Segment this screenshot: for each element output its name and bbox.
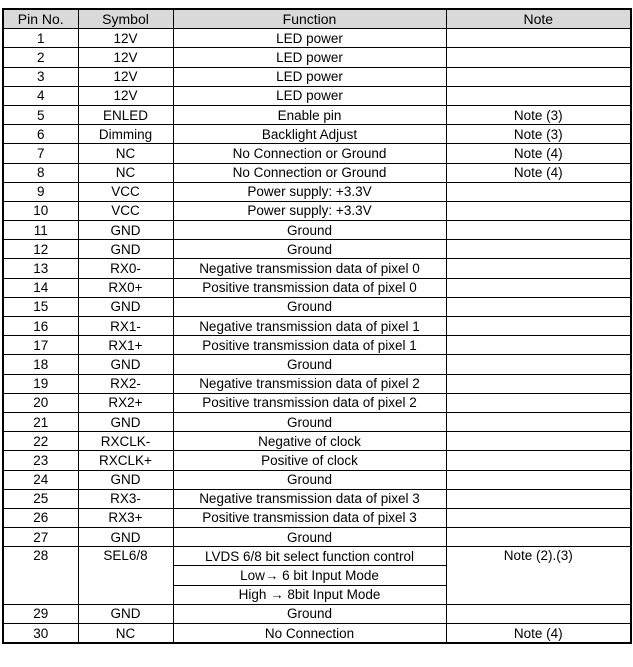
table-row — [3, 182, 631, 201]
header-symbol: Symbol — [78, 9, 173, 29]
note-cell — [446, 86, 631, 105]
table-row — [3, 355, 631, 374]
table-row — [3, 470, 631, 489]
table-row — [3, 528, 631, 547]
pin-number-cell: 29 — [3, 604, 78, 623]
pin-number-cell: 8 — [3, 163, 78, 182]
pin-number-cell: 13 — [3, 259, 78, 278]
function-cell: Ground — [173, 470, 446, 489]
symbol-cell: GND — [78, 297, 173, 316]
symbol-cell: NC — [78, 163, 173, 182]
note-cell — [446, 317, 631, 336]
symbol-cell: Dimming — [78, 125, 173, 144]
pin-number-cell: 19 — [3, 374, 78, 393]
symbol-cell: 12V — [78, 67, 173, 86]
pin-number-cell: 21 — [3, 412, 78, 431]
note-cell: Note (4) — [446, 163, 631, 182]
function-cell: Negative of clock — [173, 432, 446, 451]
function-cell: LED power — [173, 48, 446, 67]
pin-number-cell: 14 — [3, 278, 78, 297]
symbol-cell: GND — [78, 528, 173, 547]
symbol-cell: RX0+ — [78, 278, 173, 297]
function-cell: Ground — [173, 412, 446, 431]
table-row — [3, 163, 631, 182]
pin-number-cell: 27 — [3, 528, 78, 547]
symbol-cell: RX2+ — [78, 393, 173, 412]
table-row — [3, 240, 631, 259]
pin-number-cell: 18 — [3, 355, 78, 374]
pin-number-cell: 4 — [3, 86, 78, 105]
symbol-cell: SEL6/8 — [78, 547, 173, 605]
table-header-row — [3, 9, 631, 29]
function-cell: Positive transmission data of pixel 2 — [173, 393, 446, 412]
pin-number-cell: 16 — [3, 317, 78, 336]
symbol-cell: GND — [78, 604, 173, 623]
pin-number-cell: 24 — [3, 470, 78, 489]
table-row — [3, 374, 631, 393]
note-cell — [446, 240, 631, 259]
note-cell — [446, 432, 631, 451]
note-cell — [446, 604, 631, 623]
pin-number-cell: 12 — [3, 240, 78, 259]
table-row — [3, 278, 631, 297]
symbol-cell: 12V — [78, 48, 173, 67]
function-cell: Positive transmission data of pixel 1 — [173, 336, 446, 355]
note-cell — [446, 67, 631, 86]
function-cell: Positive transmission data of pixel 0 — [173, 278, 446, 297]
symbol-cell: GND — [78, 470, 173, 489]
note-cell: Note (3) — [446, 105, 631, 124]
symbol-cell: GND — [78, 412, 173, 431]
note-cell — [446, 470, 631, 489]
table-row — [3, 259, 631, 278]
symbol-cell: RXCLK- — [78, 432, 173, 451]
table-row — [3, 604, 631, 623]
note-cell: Note (4) — [446, 624, 631, 644]
pin-number-cell: 6 — [3, 125, 78, 144]
function-cell: Negative transmission data of pixel 3 — [173, 489, 446, 508]
table-row — [3, 105, 631, 124]
function-cell: Ground — [173, 604, 446, 623]
note-cell — [446, 355, 631, 374]
function-cell: Backlight Adjust — [173, 125, 446, 144]
pin-number-cell: 10 — [3, 201, 78, 220]
note-cell — [446, 221, 631, 240]
table-row — [3, 624, 631, 644]
pin-number-cell: 9 — [3, 182, 78, 201]
pin-number-cell: 15 — [3, 297, 78, 316]
pin-number-cell: 23 — [3, 451, 78, 470]
table-row — [3, 125, 631, 144]
table-body — [3, 29, 631, 644]
table-row — [3, 29, 631, 48]
note-cell — [446, 508, 631, 527]
table-row — [3, 451, 631, 470]
note-cell — [446, 278, 631, 297]
function-cell: Ground — [173, 297, 446, 316]
pin-number-cell: 28 — [3, 547, 78, 605]
table-row — [3, 412, 631, 431]
note-cell: Note (4) — [446, 144, 631, 163]
note-cell — [446, 336, 631, 355]
symbol-cell: GND — [78, 240, 173, 259]
note-cell: Note (3) — [446, 125, 631, 144]
table-row — [3, 201, 631, 220]
pin-number-cell: 7 — [3, 144, 78, 163]
function-cell: LVDS 6/8 bit select function control — [173, 547, 446, 566]
table-row — [3, 547, 631, 566]
function-cell: Negative transmission data of pixel 2 — [173, 374, 446, 393]
note-cell — [446, 48, 631, 67]
pin-number-cell: 5 — [3, 105, 78, 124]
table-row — [3, 336, 631, 355]
pin-assignment-table — [2, 8, 632, 644]
function-cell: Positive of clock — [173, 451, 446, 470]
table-row — [3, 86, 631, 105]
function-cell: No Connection or Ground — [173, 163, 446, 182]
table-row — [3, 317, 631, 336]
header-note: Note — [446, 9, 631, 29]
pin-number-cell: 30 — [3, 624, 78, 644]
note-cell — [446, 528, 631, 547]
function-cell: Positive transmission data of pixel 3 — [173, 508, 446, 527]
pin-number-cell: 20 — [3, 393, 78, 412]
symbol-cell: 12V — [78, 86, 173, 105]
table-row — [3, 432, 631, 451]
symbol-cell: RX1- — [78, 317, 173, 336]
symbol-cell: RX3- — [78, 489, 173, 508]
function-cell: No Connection — [173, 624, 446, 644]
pin-number-cell: 25 — [3, 489, 78, 508]
function-cell: Ground — [173, 528, 446, 547]
pin-number-cell: 11 — [3, 221, 78, 240]
function-cell: Ground — [173, 240, 446, 259]
table-row — [3, 221, 631, 240]
note-cell — [446, 29, 631, 48]
function-cell: Power supply: +3.3V — [173, 182, 446, 201]
symbol-cell: ENLED — [78, 105, 173, 124]
table-row — [3, 144, 631, 163]
pin-number-cell: 17 — [3, 336, 78, 355]
note-cell — [446, 374, 631, 393]
note-cell: Note (2).(3) — [446, 547, 631, 605]
function-cell: No Connection or Ground — [173, 144, 446, 163]
header-function: Function — [173, 9, 446, 29]
note-cell — [446, 451, 631, 470]
symbol-cell: RX1+ — [78, 336, 173, 355]
function-cell: High → 8bit Input Mode — [173, 585, 446, 604]
pin-number-cell: 2 — [3, 48, 78, 67]
symbol-cell: GND — [78, 221, 173, 240]
function-cell: Low→ 6 bit Input Mode — [173, 566, 446, 585]
function-cell: Ground — [173, 355, 446, 374]
function-cell: LED power — [173, 67, 446, 86]
note-cell — [446, 412, 631, 431]
function-cell: LED power — [173, 86, 446, 105]
table-row — [3, 48, 631, 67]
symbol-cell: RX2- — [78, 374, 173, 393]
table-row — [3, 489, 631, 508]
symbol-cell: GND — [78, 355, 173, 374]
function-cell: Negative transmission data of pixel 1 — [173, 317, 446, 336]
symbol-cell: RX0- — [78, 259, 173, 278]
note-cell — [446, 393, 631, 412]
pin-number-cell: 22 — [3, 432, 78, 451]
table-row — [3, 297, 631, 316]
symbol-cell: RX3+ — [78, 508, 173, 527]
note-cell — [446, 182, 631, 201]
symbol-cell: RXCLK+ — [78, 451, 173, 470]
function-cell: LED power — [173, 29, 446, 48]
pin-number-cell: 1 — [3, 29, 78, 48]
table-row — [3, 393, 631, 412]
note-cell — [446, 297, 631, 316]
symbol-cell: NC — [78, 624, 173, 644]
table-row — [3, 508, 631, 527]
note-cell — [446, 201, 631, 220]
pin-number-cell: 3 — [3, 67, 78, 86]
symbol-cell: 12V — [78, 29, 173, 48]
function-cell: Ground — [173, 221, 446, 240]
note-cell — [446, 259, 631, 278]
symbol-cell: VCC — [78, 201, 173, 220]
table-row — [3, 67, 631, 86]
function-cell: Power supply: +3.3V — [173, 201, 446, 220]
function-cell: Negative transmission data of pixel 0 — [173, 259, 446, 278]
pin-number-cell: 26 — [3, 508, 78, 527]
function-cell: Enable pin — [173, 105, 446, 124]
note-cell — [446, 489, 631, 508]
symbol-cell: NC — [78, 144, 173, 163]
symbol-cell: VCC — [78, 182, 173, 201]
header-pin-no: Pin No. — [3, 9, 78, 29]
